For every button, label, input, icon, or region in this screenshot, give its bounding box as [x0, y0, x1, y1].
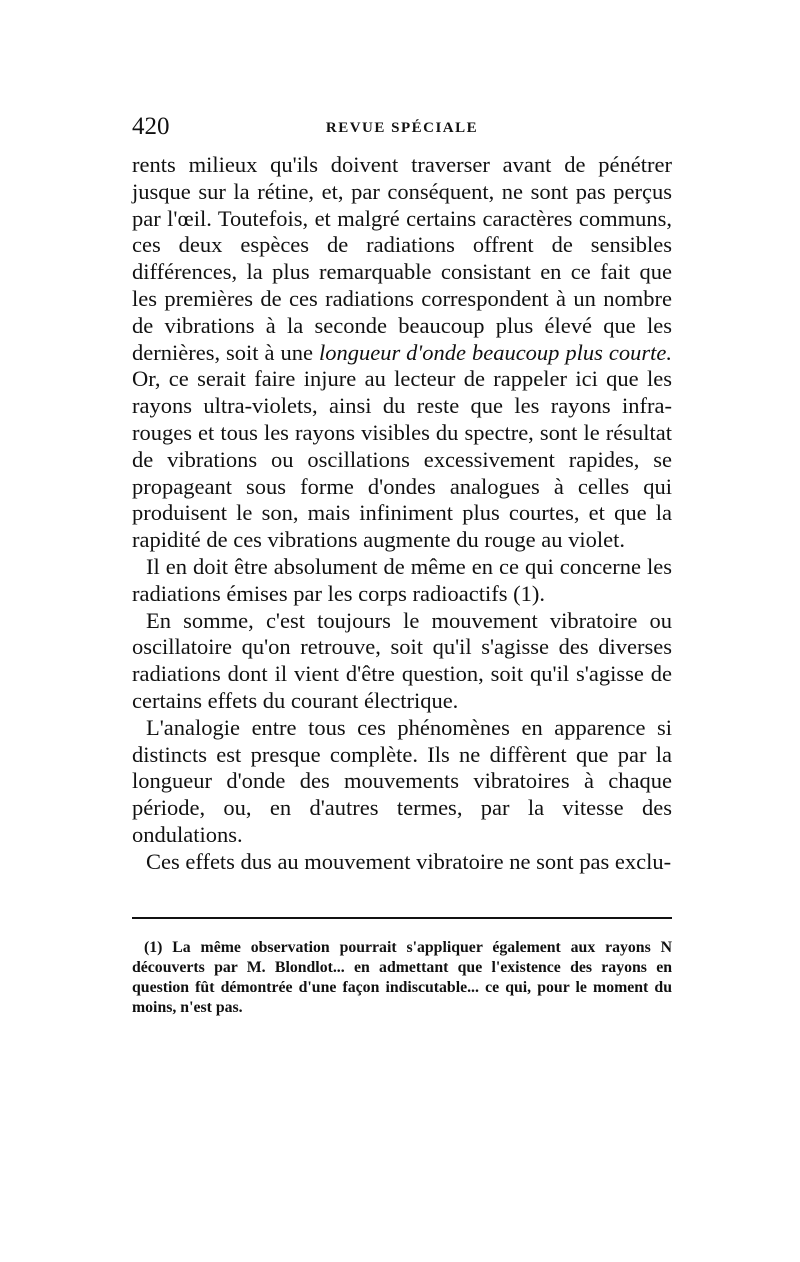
paragraph-4: L'analogie entre tous ces phénomènes en apparence si distincts est presque complète. Ils ne diffèrent que par la longueur d'onde des mouvements vibratoires à chaque période, ou, en d'autres termes, par la vitesse des ondulations. — [132, 714, 672, 847]
running-head: REVUE SPÉCIALE — [325, 120, 479, 136]
paragraph-2: Il en doit être absolument de même en ce qui concerne les radiations émises par les corps radioactifs (1). — [132, 553, 672, 606]
footnote — [132, 938, 672, 1018]
page-number: 420 — [132, 113, 170, 140]
paragraph-3: En somme, c'est toujours le mouvement vibratoire ou oscillatoire qu'on retrouve, soit qu'il s'agisse des diverses radiations dont il vient d'être question, soit qu'il s'agisse de certains effets du courant électrique. — [132, 607, 672, 713]
paragraph-1-part-a: rents milieux qu'ils doivent traverser avant de pénétrer jusque sur la rétine, et, par conséquent, ne sont pas perçus par l'œil. Toutefois, et malgré certains caractères communs, ces deux espèces de radiations offrent de sensibles différences, la plus remarquable consistant en ce fait que les premières de ces radiations correspondent à un nombre de vibrations à la seconde beaucoup plus élevé que les dernières, soit à une — [132, 152, 672, 365]
paragraph-1-part-b: Or, ce serait faire injure au lecteur de rappeler ici que les rayons ultra-violets, ainsi du reste que les rayons infra-rouges et tous les rayons visibles du spectre, sont le résultat de vibrations ou oscillations excessivement rapides, se propageant sous forme d'ondes analogues à celles qui produisent le son, mais infiniment plus courtes, et que la rapidité de ces vibrations augmente du rouge au violet. — [132, 366, 672, 553]
paragraph-5: Ces effets dus au mouvement vibratoire ne sont pas exclu- — [146, 848, 672, 874]
footnote-divider — [132, 917, 672, 919]
body-text — [132, 152, 672, 876]
italic-phrase: longueur d'onde beaucoup plus courte. — [318, 339, 672, 365]
paragraph-1 — [132, 152, 672, 554]
footnote-text: (1) La même observation pourrait s'appliquer également aux rayons N découverts par M. Blondlot... en admettant que l'existence des rayons en question fût démontrée d'une façon indiscutable... ce qui, pour le moment du moins, n'est pas. — [132, 939, 672, 1016]
page-header — [132, 112, 672, 142]
